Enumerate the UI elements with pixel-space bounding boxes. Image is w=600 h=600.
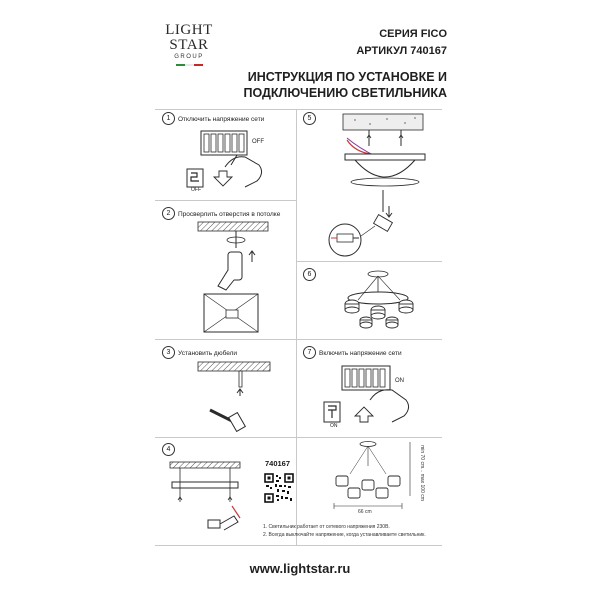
series-label: СЕРИЯ FICO: [379, 28, 447, 40]
chandelier-assembly-illustration: [330, 266, 430, 338]
product-code: 740167: [265, 459, 291, 468]
step-number: 3: [162, 346, 175, 359]
step-number: 1: [162, 112, 175, 125]
page-title-line2: ПОДКЛЮЧЕНИЮ СВЕТИЛЬНИКА: [243, 86, 447, 100]
wiring-connection-illustration: [325, 112, 437, 258]
step-label: Просверлить отверстия в потолке: [178, 211, 281, 218]
switch-off-label-small: OFF: [191, 187, 201, 193]
breaker-panel-on-illustration: [320, 360, 432, 432]
switch-off-label: OFF: [252, 139, 264, 145]
switch-on-label-small: ON: [330, 423, 338, 429]
step-number: 2: [162, 207, 175, 220]
step-label: Отключить напряжение сети: [178, 116, 265, 123]
article-label: АРТИКУЛ 740167: [356, 45, 447, 57]
brand-logo: [163, 23, 215, 66]
page-title-line1: ИНСТРУКЦИЯ ПО УСТАНОВКЕ И: [247, 70, 447, 84]
mount-plate-illustration: [160, 458, 256, 542]
step-label: Установить дюбели: [178, 350, 238, 357]
row-divider: [155, 437, 442, 438]
note-1: 1. Светильник работает от сетевого напряжения 230В.: [263, 524, 390, 530]
website-link[interactable]: www.lightstar.ru: [249, 561, 351, 576]
qr-code-icon[interactable]: [264, 473, 294, 503]
height-dimension: min 70 cm... max 100 cm: [418, 445, 425, 501]
brand-line1: LIGHT: [165, 22, 213, 38]
row-divider: [155, 545, 442, 546]
brand-line2: STAR: [169, 37, 209, 53]
install-dowels-illustration: [196, 358, 276, 430]
row-divider: [155, 339, 442, 340]
step-number: 6: [303, 268, 316, 281]
brand-line3: GROUP: [174, 54, 204, 60]
row-divider: [155, 109, 442, 110]
drill-ceiling-illustration: [196, 218, 276, 336]
note-2: 2. Всегда выключайте напряжение, когда устанавливаете светильник.: [263, 532, 426, 538]
step-number: 7: [303, 346, 316, 359]
step-number: 4: [162, 443, 175, 456]
row-divider: [296, 261, 442, 262]
row-divider: [155, 200, 296, 201]
switch-on-label: ON: [395, 378, 404, 384]
column-divider: [296, 109, 297, 545]
dimensions-illustration: [326, 440, 416, 516]
step-label: Включить напряжение сети: [319, 350, 402, 357]
step-number: 5: [303, 112, 316, 125]
width-dimension: 66 cm: [358, 509, 372, 515]
italian-flag-icon: [163, 64, 215, 66]
